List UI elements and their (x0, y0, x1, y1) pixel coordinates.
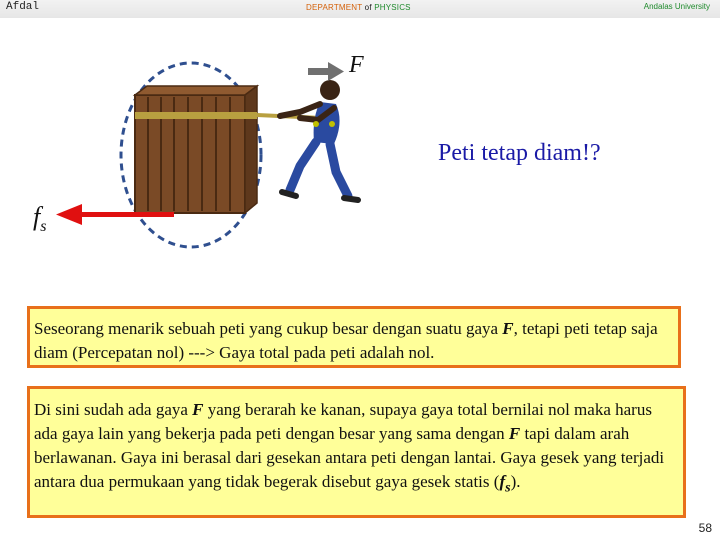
box2-friction-main: f (499, 472, 506, 491)
box2-text-part1: Di sini sudah ada gaya (34, 400, 193, 419)
department-name: PHYSICS (374, 3, 411, 12)
department-prefix: DEPARTMENT (306, 3, 363, 12)
box2-text-part4: ). (510, 472, 521, 491)
box1-text-part2: , tetapi peti tetap saja diam (Percepatan nol) ---> Gaya total pada peti adalah nol. (34, 319, 658, 362)
box1-text-part1: Seseorang menarik sebuah peti yang cukup besar dengan suatu gaya (34, 319, 503, 338)
friction-label (33, 202, 46, 236)
university-name: Andalas University (643, 2, 710, 11)
force-label: F (349, 52, 364, 78)
box2-friction-var (499, 472, 511, 496)
box1-force-var: F (502, 319, 514, 338)
person-pulling-figure (280, 80, 358, 200)
box2-text-part2: yang berarah ke kanan, supaya gaya total bernilai nol maka harus ada gaya lain yang bekerja pada peti dengan besar yang sama dengan (34, 400, 652, 443)
box2-force-var-1: F (192, 400, 204, 419)
applied-force-arrow (308, 62, 344, 81)
crate (135, 86, 257, 213)
friction-label-sub: s (40, 218, 47, 236)
box2-friction-sub: s (505, 479, 511, 496)
box2-force-var-2: F (508, 424, 521, 443)
author-name: Afdal (6, 1, 40, 13)
box2-text-part3: tapi dalam arah berlawanan. Gaya ini berasal dari gesekan antara peti dengan lantai. Gaya gesek yang terjadi antara dua permukaan yang tidak begerak disebut gaya gesek statis ( (34, 424, 665, 491)
page-number: 58 (698, 521, 712, 535)
friction-label-main: f (33, 202, 41, 231)
explanation-box-1 (27, 306, 681, 368)
explanation-box-2 (27, 386, 686, 518)
slide-title: Peti tetap diam!? (438, 140, 601, 166)
department-of: of (364, 3, 372, 12)
